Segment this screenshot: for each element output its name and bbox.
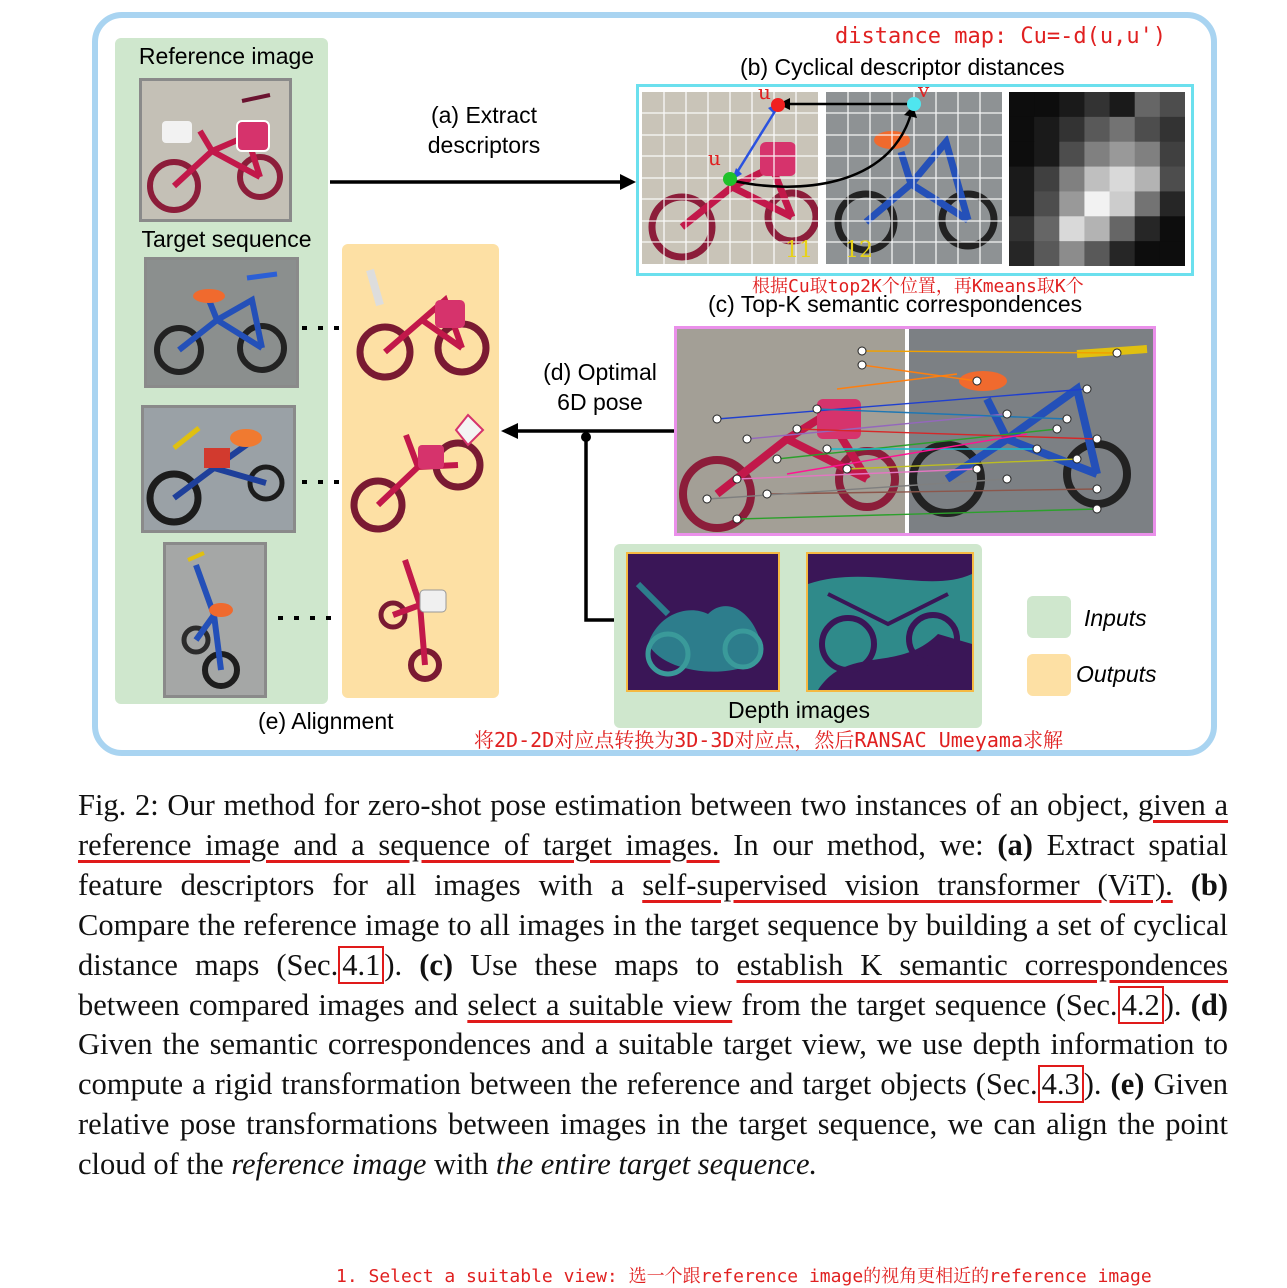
- aligned-bike-3: [345, 545, 495, 685]
- figure-caption: [78, 786, 1228, 1185]
- heatmap-cell: [1009, 241, 1035, 266]
- caption-s2: In our method, we:: [733, 827, 984, 862]
- heatmap-cell: [1009, 142, 1035, 167]
- heatmap-cell: [1084, 117, 1110, 142]
- caption-b-label: (b): [1190, 867, 1228, 902]
- caption-s1-underline: given a reference image and a sequence of target images.: [78, 788, 1228, 862]
- topk-note: 根据Cu取top2K个位置，再Kmeans取K个: [752, 276, 1084, 297]
- heatmap-cell: [1084, 216, 1110, 241]
- depth-images-label: Depth images: [728, 697, 870, 723]
- caption-close-3: ).: [1083, 1067, 1102, 1102]
- view-index-2: 12: [845, 238, 873, 263]
- caption-c-label: (c): [419, 947, 454, 982]
- heatmap-cell: [1135, 117, 1161, 142]
- heatmap-cell: [1110, 92, 1136, 117]
- heatmap-cell: [1084, 241, 1110, 266]
- caption-e-italic1: reference image: [231, 1147, 427, 1182]
- heatmap-cell: [1034, 241, 1060, 266]
- bottom-note: 1. Select a suitable view: 选一个跟reference image的视角更相近的reference image: [336, 1266, 1152, 1287]
- depth-image-1: [626, 552, 780, 692]
- caption-b-text: Compare the reference image to all images in the target sequence by building a set of cyclical distance maps (Sec.: [78, 907, 1228, 982]
- caption-e-italic2: the entire target sequence.: [495, 1147, 818, 1182]
- heatmap-cell: [1084, 167, 1110, 192]
- optimal-line2: 6D pose: [557, 389, 643, 415]
- heatmap-cell: [1160, 216, 1185, 241]
- heatmap-cell: [1084, 142, 1110, 167]
- caption-close-1: ).: [384, 947, 403, 982]
- legend-inputs-label: Inputs: [1084, 605, 1147, 631]
- heatmap-cell: [1110, 117, 1136, 142]
- heatmap-cell: [1135, 142, 1161, 167]
- heatmap-cell: [1110, 167, 1136, 192]
- caption-close-2: ).: [1163, 987, 1182, 1022]
- distance-heatmap: [1009, 92, 1185, 266]
- heatmap-cell: [1059, 92, 1085, 117]
- caption-c-text: Use these maps to: [470, 947, 720, 982]
- heatmap-cell: [1059, 117, 1085, 142]
- caption-c-underline: establish K semantic correspondences: [736, 947, 1229, 982]
- legend-inputs-swatch: [1027, 596, 1071, 638]
- heatmap-cell: [1135, 241, 1161, 266]
- view-index-1: 11: [785, 238, 813, 263]
- heatmap-cell: [1009, 216, 1035, 241]
- caption-a-label: (a): [997, 827, 1033, 862]
- point-u2-label: u: [708, 146, 721, 170]
- heatmap-cell: [1009, 117, 1035, 142]
- section-ref-4-1[interactable]: 4.1: [338, 946, 384, 984]
- cycle-arrows: [642, 80, 1002, 270]
- heatmap-cell: [1110, 241, 1136, 266]
- heatmap-cell: [1034, 167, 1060, 192]
- legend-outputs-swatch: [1027, 654, 1071, 696]
- extract-line1: (a) Extract: [430, 102, 538, 128]
- heatmap-cell: [1034, 117, 1060, 142]
- heatmap-cell: [1059, 167, 1085, 192]
- heatmap-cell: [1160, 167, 1185, 192]
- heatmap-cell: [1084, 191, 1110, 216]
- heatmap-cell: [1009, 92, 1035, 117]
- depth-image-2: [806, 552, 974, 692]
- correspondences-panel: [674, 326, 1156, 536]
- heatmap-cell: [1059, 142, 1085, 167]
- heatmap-cell: [1009, 167, 1035, 192]
- heatmap-cell: [1160, 142, 1185, 167]
- heatmap-cell: [1059, 241, 1085, 266]
- point-v-label: v: [918, 78, 930, 102]
- caption-a-underline: self-supervised vision transformer (ViT).: [642, 867, 1173, 902]
- caption-s1: Our method for zero-shot pose estimation between two instances of an object,: [167, 788, 1130, 822]
- heatmap-cell: [1135, 216, 1161, 241]
- optimal-line1: (d) Optimal: [543, 359, 657, 385]
- alignment-label: (e) Alignment: [258, 708, 394, 734]
- heatmap-cell: [1034, 191, 1060, 216]
- target-image-3: [163, 542, 267, 698]
- optimal-pose-label: [520, 357, 680, 417]
- heatmap-cell: [1160, 92, 1185, 117]
- heatmap-cell: [1160, 191, 1185, 216]
- heatmap-cell: [1110, 142, 1136, 167]
- heatmap-cell: [1034, 216, 1060, 241]
- heatmap-cell: [1009, 191, 1035, 216]
- caption-c-underline2: select a suitable view: [467, 987, 733, 1022]
- extract-descriptors-label: [404, 100, 564, 160]
- heatmap-cell: [1135, 167, 1161, 192]
- cyclical-distances-title: (b) Cyclical descriptor distances: [740, 54, 1065, 80]
- reference-image-label: Reference image: [138, 43, 315, 69]
- caption-e-text: Given relative pose transformations between images in the target sequence, we can align the point cloud of the: [78, 1067, 1228, 1182]
- caption-e-mid: with: [434, 1147, 489, 1182]
- section-ref-4-3[interactable]: 4.3: [1038, 1065, 1084, 1103]
- caption-d-label: (d): [1190, 987, 1229, 1022]
- reference-image: [139, 78, 292, 222]
- heatmap-cell: [1084, 92, 1110, 117]
- fig-label: Fig. 2:: [78, 788, 159, 822]
- extract-line2: descriptors: [427, 132, 541, 158]
- heatmap-cell: [1059, 216, 1085, 241]
- extract-arrow: [330, 170, 638, 194]
- heatmap-cell: [1059, 191, 1085, 216]
- legend-outputs-label: Outputs: [1076, 661, 1157, 687]
- distance-map-note: distance map: Cu=-d(u,u'): [835, 24, 1167, 49]
- heatmap-cell: [1034, 92, 1060, 117]
- ransac-note: 将2D-2D对应点转换为3D-3D对应点，然后RANSAC Umeyama求解: [474, 728, 1063, 752]
- heatmap-cell: [1160, 117, 1185, 142]
- topk-title: (c) Top-K semantic correspondences: [708, 291, 1083, 317]
- section-ref-4-2[interactable]: 4.2: [1118, 986, 1164, 1024]
- heatmap-cell: [1110, 191, 1136, 216]
- heatmap-cell: [1135, 92, 1161, 117]
- caption-a-text: Extract spatial feature descriptors for all images with a: [78, 827, 1229, 902]
- target-sequence-label: Target sequence: [141, 226, 312, 252]
- point-u-label: u: [758, 80, 771, 104]
- heatmap-cell: [1160, 241, 1185, 266]
- heatmap-cell: [1110, 216, 1136, 241]
- heatmap-cell: [1034, 142, 1060, 167]
- caption-e-label: (e): [1110, 1067, 1145, 1102]
- heatmap-cell: [1135, 191, 1161, 216]
- aligned-bike-1: [350, 260, 495, 390]
- caption-d-text: Given the semantic correspondences and a suitable target view, we use depth information to compute a rigid transformation between the reference and target objects (Sec.: [78, 1027, 1228, 1102]
- caption-c-text2: between compared images and: [78, 987, 459, 1022]
- aligned-bike-2: [348, 405, 496, 535]
- caption-c-text3: from the target sequence (Sec.: [741, 987, 1118, 1022]
